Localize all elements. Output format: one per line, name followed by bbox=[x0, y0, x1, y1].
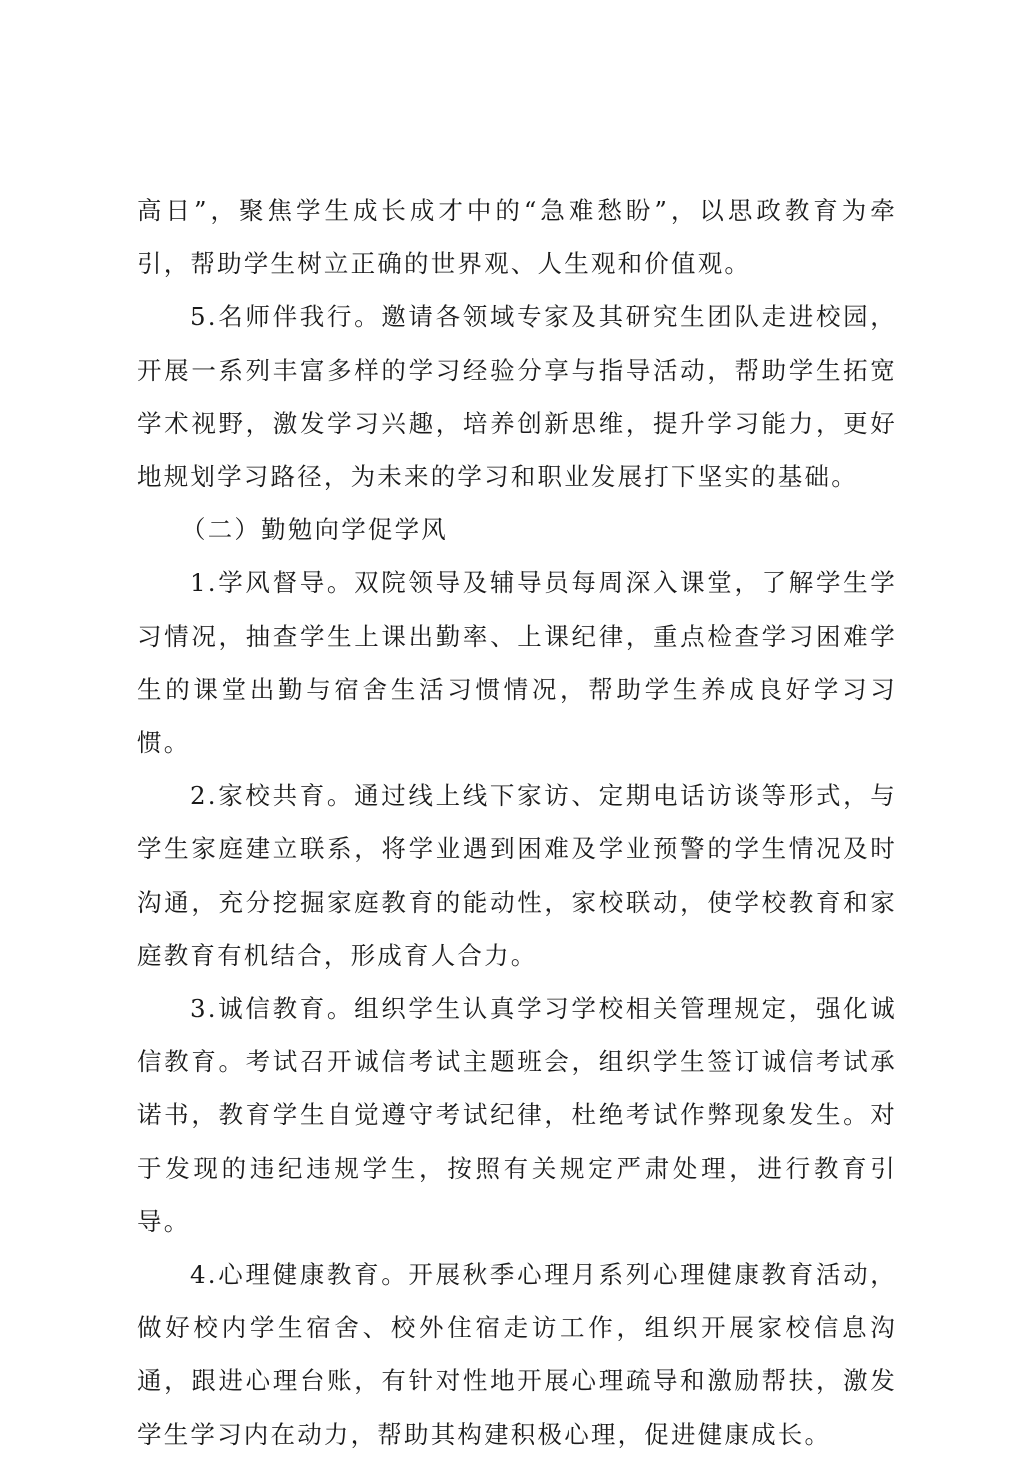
document-body bbox=[137, 184, 897, 1461]
paragraph-item-2: 2.家校共育。通过线上线下家访、定期电话访谈等形式，与学生家庭建立联系，将学业遇到困难及学业预警的学生情况及时沟通，充分挖掘家庭教育的能动性，家校联动，使学校教育和家庭教育有机结合，形成育人合力。 bbox=[137, 781, 897, 970]
paragraph-continuation: 高日”，聚焦学生成长成才中的“急难愁盼”，以思政教育为牵引，帮助学生树立正确的世界观、人生观和价值观。 bbox=[137, 196, 897, 279]
section-heading-2: （二）勤勉向学促学风 bbox=[181, 515, 448, 545]
paragraph-item-5: 5.名师伴我行。邀请各领域专家及其研究生团队走进校园，开展一系列丰富多样的学习经验分享与指导活动，帮助学生拓宽学术视野，激发学习兴趣，培养创新思维，提升学习能力，更好地规划学习路径，为未来的学习和职业发展打下坚实的基础。 bbox=[137, 302, 897, 492]
paragraph-item-1: 1.学风督导。双院领导及辅导员每周深入课堂，了解学生学习情况，抽查学生上课出勤率、上课纪律，重点检查学习困难学生的课堂出勤与宿舍生活习惯情况，帮助学生养成良好学习习惯。 bbox=[137, 568, 897, 758]
paragraph-item-3: 3.诚信教育。组织学生认真学习学校相关管理规定，强化诚信教育。考试召开诚信考试主题班会，组织学生签订诚信考试承诺书，教育学生自觉遵守考试纪律，杜绝考试作弊现象发生。对于发现的违纪违规学生，按照有关规定严肃处理，进行教育引导。 bbox=[137, 994, 897, 1236]
paragraph-item-4: 4.心理健康教育。开展秋季心理月系列心理健康教育活动，做好校内学生宿舍、校外住宿走访工作，组织开展家校信息沟通，跟进心理台账，有针对性地开展心理疏导和激励帮扶，激发学生学习内在动力，帮助其构建积极心理，促进健康成长。 bbox=[137, 1260, 897, 1449]
